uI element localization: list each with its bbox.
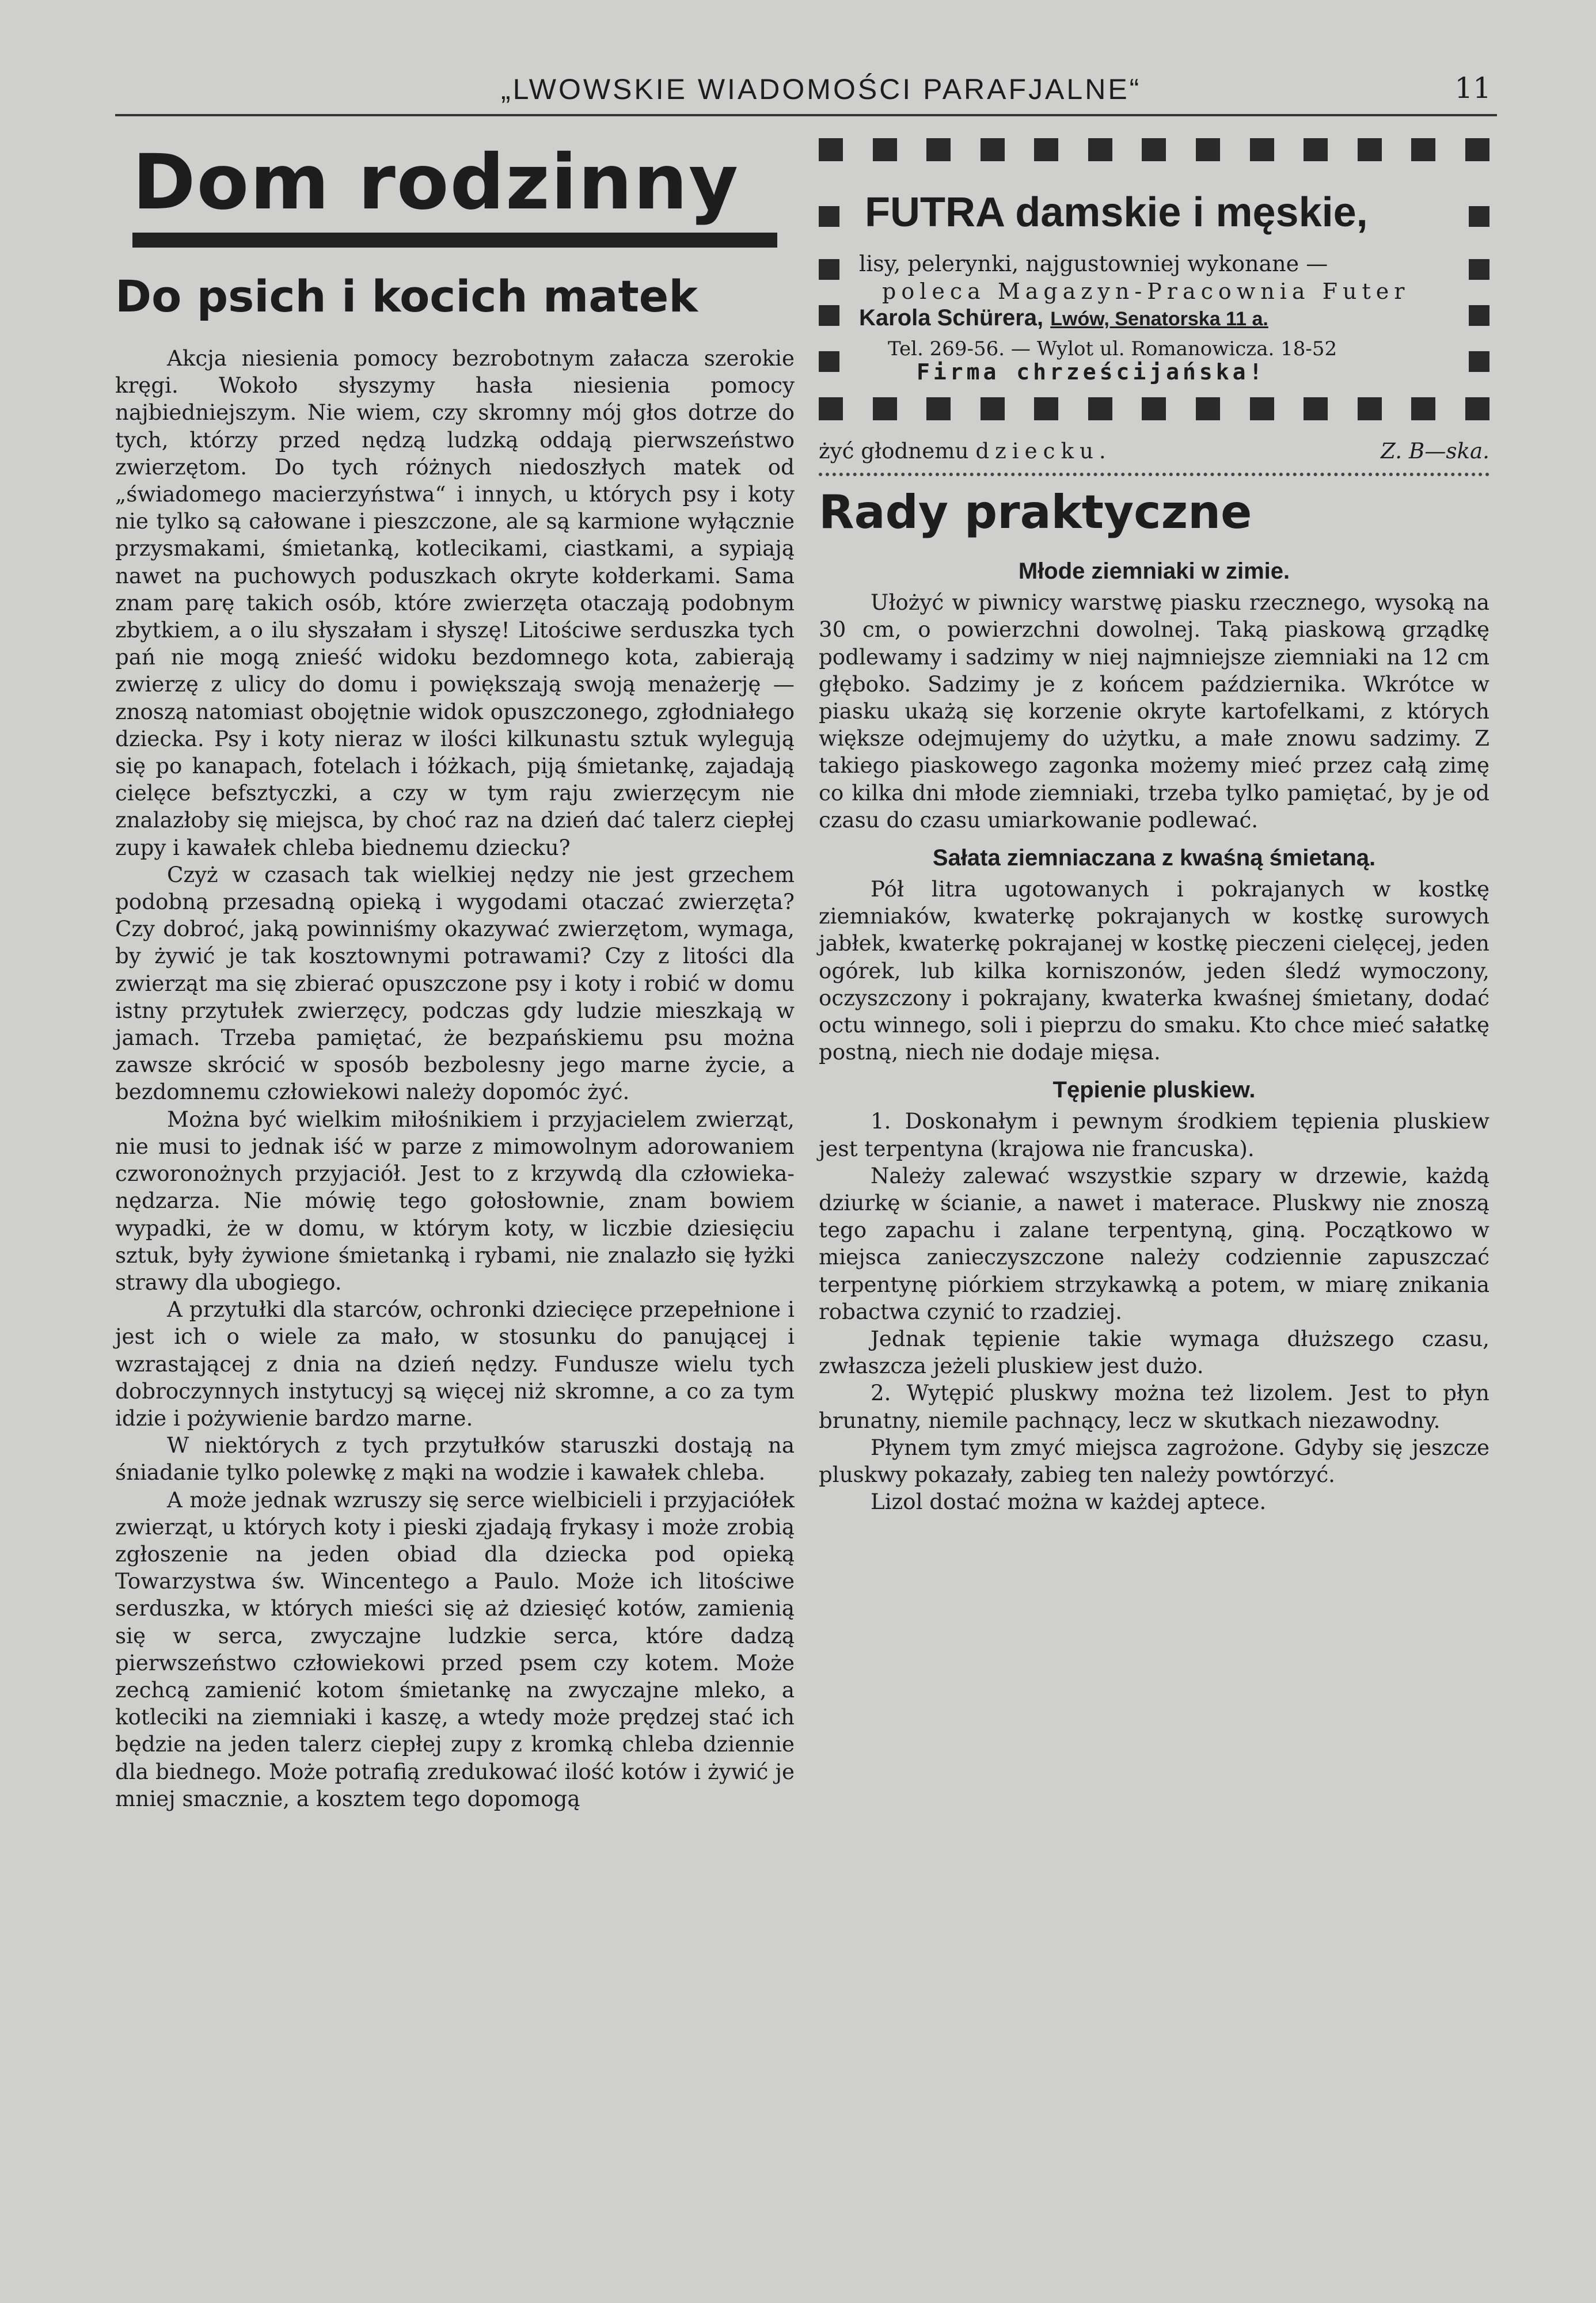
right-column: [819, 138, 1489, 1516]
article-title: Do psich i kocich matek: [115, 271, 698, 322]
ad-border-top: [819, 138, 1489, 161]
article-body-left: [115, 345, 795, 1812]
ornament-divider: [819, 473, 1489, 476]
left-column: [115, 138, 795, 1812]
ad-border-square: [819, 259, 839, 280]
recipe-title: Sałata ziemniaczana z kwaśną śmietaną.: [932, 845, 1376, 871]
article-paragraph: W niektórych z tych przytułków staruszki dostają na śniadanie tylko polewkę z mąki na wodzie i kawałek chleba.: [115, 1432, 795, 1485]
article-paragraph: A może jednak wzruszy się serce wielbicieli i przyjaciółek zwierząt, u których koty i pieski zjadają frykasy i może zrobią zgłoszenie na jeden obiad dla dziecka pod opieką Towarzystwa św. Wincentego a Paulo. Może ich litościwe serduszka, w których mieści się aż dziesięć kotów, zamienią się w serca, zwyczajne ludzkie serca, które dadzą pierwszeństwo człowiekowi przed psem czy kotem. Może zechcą zamienić kotom śmietankę na zwyczajne mleko, a kotleciki na ziemniaki i kaszę, a wtedy może prędzej stać ich będzie na jeden talerz ciepłej zupy z kromką chleba dziennie dla biednego. Może potrafią zredukować ilość kotów i żywić je mniej smacznie, a kosztem tego dopomogą: [115, 1487, 795, 1811]
ad-border-square: [1469, 305, 1489, 326]
article-signature: Z. B—ska.: [1381, 438, 1489, 463]
ad-border-square: [1469, 259, 1489, 280]
title-rule: [132, 233, 777, 248]
recipe-title: Młode ziemniaki w zimie.: [1018, 558, 1290, 584]
ad-line: Tel. 269-56. — Wylot ul. Romanowicza. 18-52: [888, 337, 1337, 360]
section-title: Dom rodzinny: [132, 138, 740, 227]
ad-border-square: [819, 305, 839, 326]
ad-line: Firma chrześcijańska!: [917, 359, 1266, 385]
recipe-paragraph: 1. Doskonałym i pewnym środkiem tępienia pluskiew jest terpentyna (krajowa nie francuska).: [819, 1108, 1489, 1161]
ad-line: [859, 305, 1268, 331]
closing-text: żyć głodnemu dziecku.: [819, 438, 1112, 463]
recipe-paragraph: Należy zalewać wszystkie szpary w drzewie, każdą dziurkę w ścianie, a nawet i materace. Pluskwy nie znoszą tego zapachu i zalane terpentyną, giną. Początkowo w miejsca zanieczyszczone należy codziennie zapuszczać terpentynę piórkiem strzykawką a potem, w miarę znikania robactwa czynić to rzadziej.: [819, 1162, 1489, 1324]
page-number: 11: [1454, 71, 1491, 105]
ad-border-square: [819, 351, 839, 372]
article-paragraph: Można być wielkim miłośnikiem i przyjacielem zwierząt, nie musi to jednak iść w parze z mimowolnym adorowaniem czworonożnych przyjaciół. Jest to z krzywdą dla człowieka-nędzarza. Nie mówię tego gołosłownie, znam bowiem wypadki, że w domu, w którym koty, w liczbie dziesięciu sztuk, były żywione śmietanką i rybami, nie znalazło się łyżki strawy dla ubogiego.: [115, 1106, 795, 1295]
article-paragraph: Akcja niesienia pomocy bezrobotnym załacza szerokie kręgi. Wokoło słyszymy hasła niesienia pomocy najbiedniejszym. Nie wiem, czy skromny mój głos dotrze do tych, którzy przed nędzą ludzką oddają pierwszeństwo zwierzętom. Do tych różnych niedoszłych matek od „świadomego macierzyństwa“ i innych, u których psy i koty nie tylko są całowane i pieszczone, ale są karmione wyłącznie przysmakami, śmietanką, kotlecikami, ciastkami, a sypiają nawet na puchowych poduszkach okryte kołderkami. Sama znam parę takich osób, które zwierzęta otaczają podobnym zbytkiem, a o ilu słyszałam i słyszę! Litościwe serduszka tych pań nie mogą znieść widoku bezdomnego kota, zabierają zwierzę z ulicy do domu i powiększają swoją menażerję — znoszą natomiast obojętnie widok opuszczonego, zgłodniałego dziecka. Psy i koty nieraz w ilości kilkunastu sztuk wylegują się po kanapach, fotelach i łóżkach, piją śmietankę, zajadają cielęce befsztyczki, a czy w tym raju zwierzęcym nie znalazłoby się miejsca, by choć raz na dzień dać talerz ciepłej zupy i kawałek chleba biednemu dziecku?: [115, 345, 795, 860]
article-paragraph: A przytułki dla starców, ochronki dziecięce przepełnione i jest ich o wiele za mało, w stosunku do panującej i wzrastającej z dnia na dzień nędzy. Fundusze wielu tych dobroczynnych instytucyj są więcej niż skromne, a co za tym idzie i pożywienie bardzo marne.: [115, 1297, 795, 1431]
recipe-title: Tępienie pluskiew.: [1052, 1077, 1256, 1103]
recipe-paragraph: Pół litra ugotowanych i pokrajanych w kostkę ziemniaków, kwaterkę pokrajanych w kostkę surowych jabłek, kwaterkę pokrajanej w kostkę pieczeni cielęcej, jeden ogórek, lub kilka korniszonów, jeden śledź wymoczony, oczyszczony i pokrajany, kwaterka kwaśnej śmietany, dodać octu winnego, soli i pieprzu do smaku. Kto chce mieć sałatkę postną, niech nie dodaje mięsa.: [819, 876, 1489, 1065]
ad-title: FUTRA damskie i męskie,: [865, 189, 1368, 235]
recipe-paragraph: 2. Wytępić pluskwy można też lizolem. Jest to płyn brunatny, niemile pachnący, lecz w skutkach niezawodny.: [819, 1380, 1489, 1433]
ad-line: poleca Magazyn-Pracownia Futer: [882, 279, 1410, 304]
recipe-paragraph: Płynem tym zmyć miejsca zagrożone. Gdyby się jeszcze pluskwy pokazały, zabieg ten należy powtórzyć.: [819, 1434, 1489, 1488]
recipe-paragraph: Jednak tępienie takie wymaga dłuższego czasu, zwłaszcza jeżeli pluskiew jest dużo.: [819, 1326, 1489, 1379]
ad-address: Lwów, Senatorska 11 a.: [1050, 308, 1268, 330]
article-paragraph: Czyż w czasach tak wielkiej nędzy nie jest grzechem podobną przesadną opieką i wygodami otaczać zwierzęta? Czy dobroć, jaką powinniśmy okazywać zwierzętom, wymaga, by żywić je tak kosztownymi potrawami? Czy z litości dla zwierząt ma się zbierać opuszczone psy i koty i robić w domu istny przytułek zwierzęcy, podczas gdy ludzie mieszkają w jamach. Trzeba pamiętać, że bezpańskiemu psu można zawsze skrócić w sposób bezbolesny jego marne życie, a bezdomnemu człowiekowi należy dopomóc żyć.: [115, 861, 795, 1105]
recipe-paragraph: Lizol dostać można w każdej aptece.: [871, 1489, 1267, 1515]
article-closing: [819, 438, 1489, 465]
recipe-paragraph: Ułożyć w piwnicy warstwę piasku rzecznego, wysoką na 30 cm, o powierzchni dowolnej. Taką piaskową grządkę podlewamy i sadzimy w niej najmniejsze ziemniaki na 12 cm głęboko. Sadzimy je z końcem października. Wkrótce w piasku ukażą się korzenie okryte kartofelkami, z których większe odejmujemy do użytku, a małe znowu sadzimy. Z takiego piaskowego zagonka możemy mieć przez całą zimę co kilka dni młode ziemniaki, trzeba tylko pamiętać, by je od czasu do czasu umiarkowanie podlewać.: [819, 590, 1489, 833]
ad-company-name: Karola Schürera,: [859, 305, 1044, 330]
ad-border-square: [1469, 351, 1489, 372]
ad-border-square: [819, 206, 839, 227]
ad-border-square: [1469, 206, 1489, 227]
advertisement-box: [819, 138, 1489, 420]
ad-line: lisy, pelerynki, najgustowniej wykonane —: [859, 251, 1328, 276]
advice-section-title: Rady praktyczne: [819, 485, 1252, 539]
running-head: „LWOWSKIE WIADOMOŚCI PARAFJALNE“: [501, 73, 1142, 105]
article-body-right: [819, 438, 1489, 465]
advice-body: [819, 558, 1489, 1515]
page-header: [115, 68, 1497, 116]
ad-border-bottom: [819, 397, 1489, 420]
